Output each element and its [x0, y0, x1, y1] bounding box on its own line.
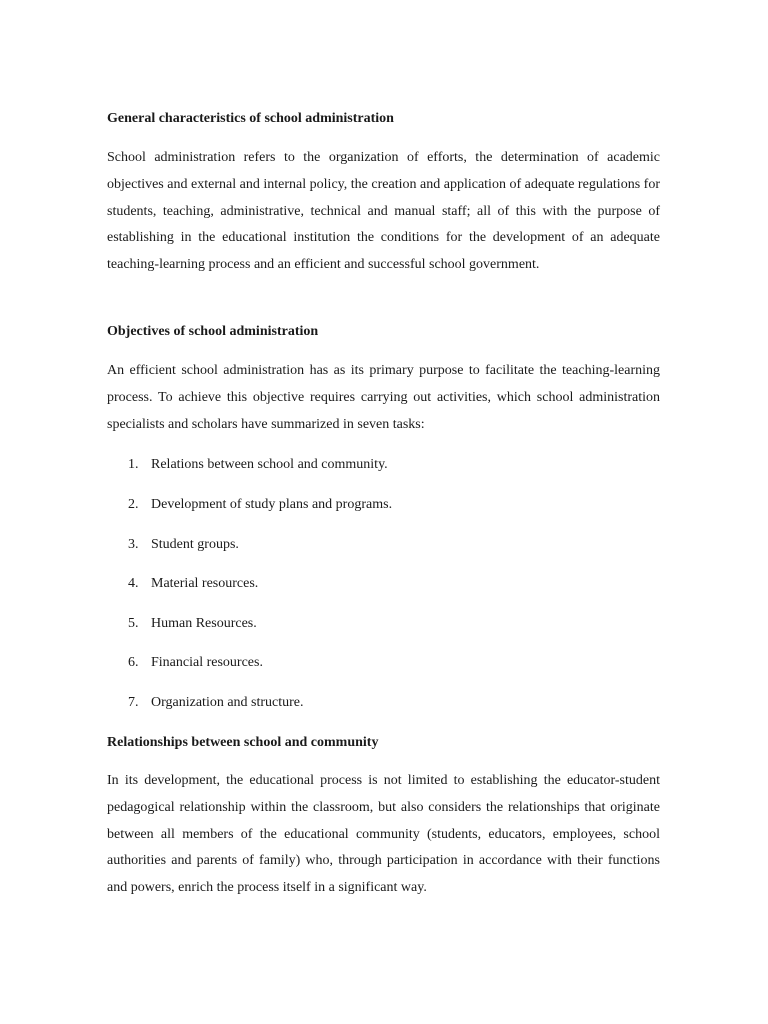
section-heading-relationships: Relationships between school and community [107, 735, 379, 750]
paragraph-relationships: In its development, the educational process is not limited to establishing the educator-student pedagogical relationship within the classroom, but also considers the relationships that originate between all members of the educational community (students, educators, employees, school authorities and parents of family) who, through participation in accordance with their functions and powers, enrich the process itself in a significant way. [107, 773, 660, 896]
list-item-text: Student groups. [151, 537, 239, 552]
list-item-number: 2. [128, 497, 139, 512]
list-item-number: 1. [128, 457, 139, 472]
list-item [128, 456, 668, 474]
list-item-number: 7. [128, 695, 139, 710]
list-item-text: Relations between school and community. [151, 457, 388, 472]
list-item-text: Development of study plans and programs. [151, 497, 393, 512]
paragraph-general-characteristics: School administration refers to the organization of efforts, the determination of academic objectives and external and internal policy, the creation and application of adequate regulations for students, teaching, administrative, technical and manual staff; all of this with the purpose of establishing in the educational institution the conditions for the development of an adequate teaching-learning process and an efficient and successful school government. [107, 150, 660, 273]
list-item-text: Organization and structure. [151, 695, 304, 710]
list-item-text: Human Resources. [151, 616, 257, 631]
list-item-number: 5. [128, 616, 139, 631]
list-item [128, 575, 668, 593]
list-item-text: Material resources. [151, 576, 259, 591]
list-item-number: 3. [128, 537, 139, 552]
list-item [128, 615, 668, 633]
list-item [128, 496, 668, 514]
section-heading-general-characteristics: General characteristics of school administration [107, 111, 394, 126]
section-heading-objectives: Objectives of school administration [107, 324, 319, 339]
list-item [128, 654, 668, 672]
list-item-number: 4. [128, 576, 139, 591]
paragraph-objectives: An efficient school administration has as its primary purpose to facilitate the teaching-learning process. To achieve this objective requires carrying out activities, which school administration specialists and scholars have summarized in seven tasks: [107, 363, 660, 432]
list-item-number: 6. [128, 655, 139, 670]
list-item [128, 694, 668, 712]
list-item-text: Financial resources. [151, 655, 263, 670]
list-item [128, 536, 668, 554]
